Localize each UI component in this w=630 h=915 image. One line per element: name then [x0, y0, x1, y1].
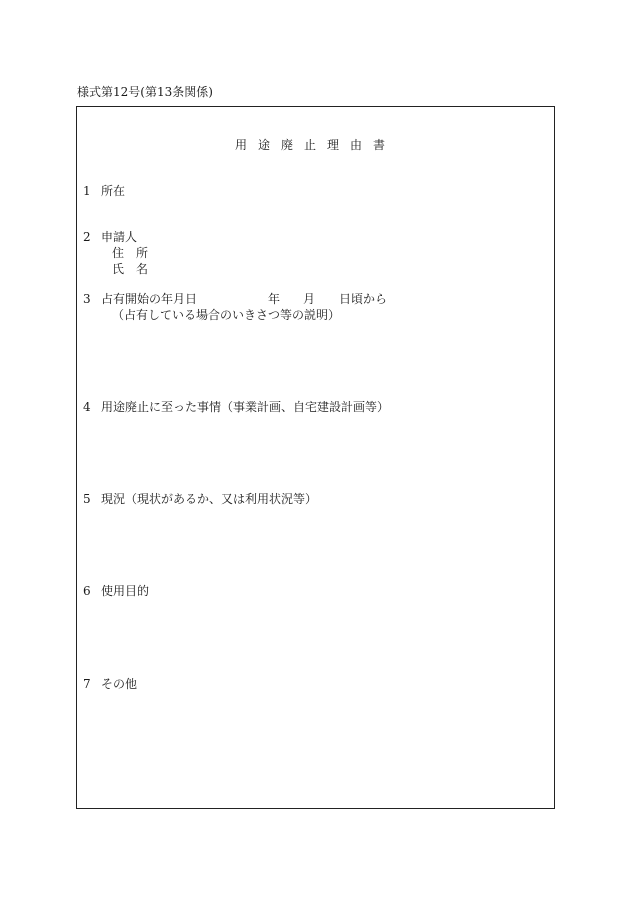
section-5-label: 現況（現状があるか、又は利用状況等） — [101, 492, 318, 506]
applicant-address-label: 住 所 — [112, 246, 149, 260]
section-1-number: 1 — [83, 184, 91, 198]
section-3-label: 占有開始の年月日 — [101, 292, 198, 306]
section-6-label: 使用目的 — [101, 584, 150, 598]
section-4-number: 4 — [83, 400, 91, 414]
section-7-number: 7 — [83, 677, 91, 691]
occupancy-note: （占有している場合のいきさつ等の説明） — [112, 308, 341, 322]
document-title: 用途廃止理由書 — [234, 138, 396, 152]
form-frame — [76, 106, 555, 809]
occupancy-year-label: 年 — [268, 292, 281, 306]
section-6-number: 6 — [83, 584, 91, 598]
section-3-number: 3 — [83, 292, 91, 306]
form-number-label: 様式第12号(第13条関係) — [77, 85, 213, 99]
section-4-label: 用途廃止に至った事情（事業計画、自宅建設計画等） — [101, 400, 390, 414]
occupancy-day-label: 日頃から — [339, 292, 388, 306]
section-5-number: 5 — [83, 492, 91, 506]
applicant-name-label: 氏 名 — [112, 262, 149, 276]
section-7-label: その他 — [101, 677, 138, 691]
section-2-number: 2 — [83, 230, 91, 244]
section-2-label: 申請人 — [101, 230, 138, 244]
section-1-label: 所在 — [101, 184, 126, 198]
occupancy-month-label: 月 — [303, 292, 316, 306]
